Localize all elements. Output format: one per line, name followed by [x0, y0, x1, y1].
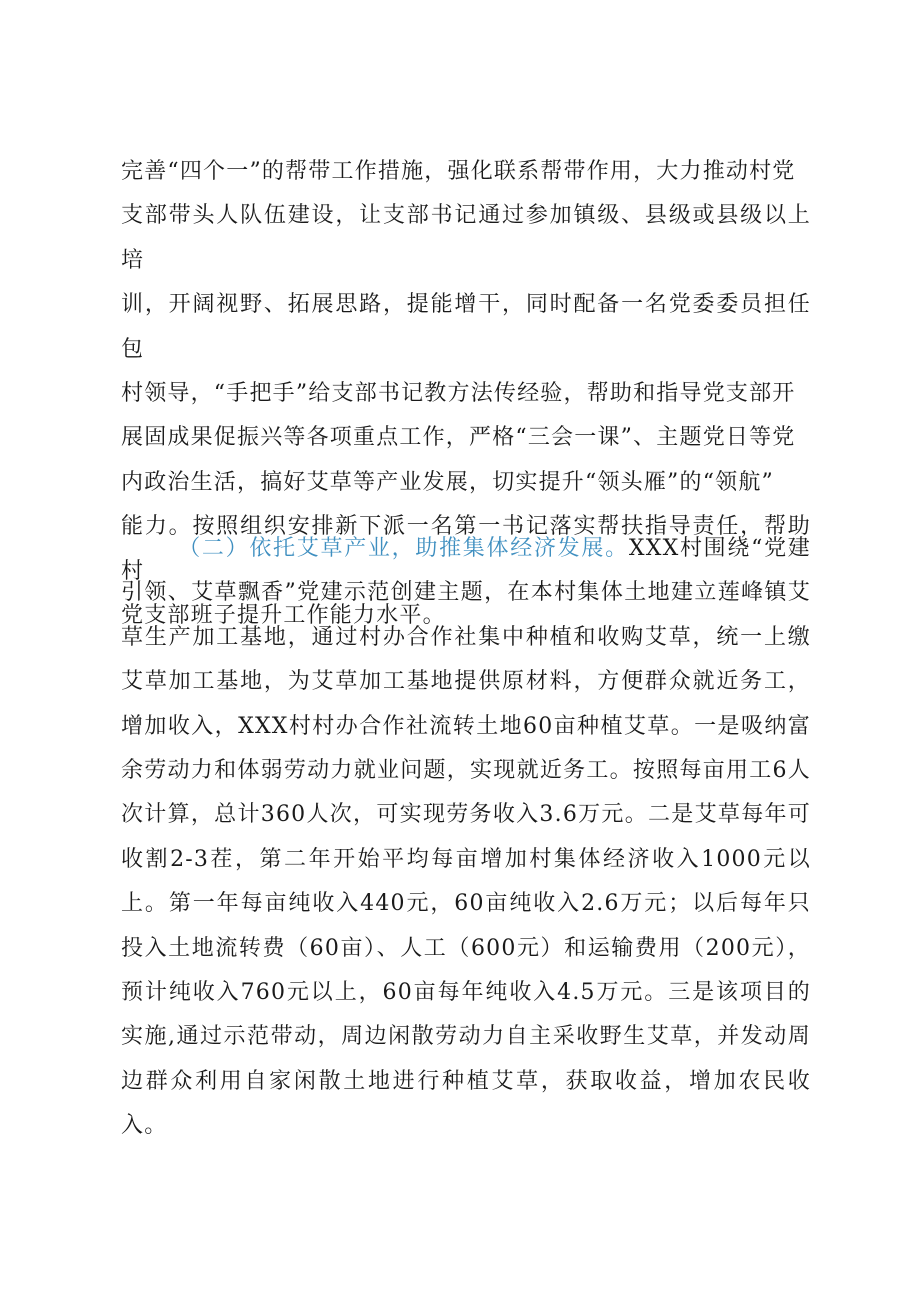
paragraph-1-line: 支部带头人队伍建设，让支部书记通过参加镇级、县级或县级以上培 [121, 203, 811, 273]
paragraph-1-line: 党支部班子提升工作能力水平。 [121, 603, 446, 629]
paragraph-1-line: 完善“四个一”的帮带工作措施，强化联系帮带作用，大力推动村党 [121, 159, 796, 184]
paragraph-1-line: 展固成果促振兴等各项重点工作，严格“三会一课”、主题党日等党 [121, 425, 796, 451]
paragraph-2 [121, 527, 811, 1149]
paragraph-2-body: XXX村围绕“党建引领、艾草飘香”党建示范创建主题，在本村集体土地建立莲峰镇艾草生产加工基地，通过村办合作社集中种植和收购艾草，统一上缴艾草加工基地，为艾草加工基地提供原材料，方便群众就近务工，增加收入，XXX村村办合作社流转土地60亩种植艾草。一是吸纳富余劳动力和体弱劳动力就业问题，实现就近务工。按照每亩用工6人次计算，总计360人次，可实现劳务收入3.6万元。二是艾草每年可收割2-3茬，第二年开始平均每亩增加村集体经济收入1000元以上。第一年每亩纯收入440元，60亩纯收入2.6万元；以后每年只投入土地流转费（60亩）、人工（600元）和运输费用（200元），预计纯收入760元以上，60亩每年纯收入4.5万元。三是该项目的实施,通过示范带动，周边闲散劳动力自主采收野生艾草，并发动周边群众利用自家闲散土地进行种植艾草，获取收益，增加农民收入。 [121, 536, 811, 1139]
paragraph-1-line: 村领导，“手把手”给支部书记教方法传经验，帮助和指导党支部开 [121, 381, 796, 407]
paragraph-1-line: 能力。按照组织安排新下派一名第一书记落实帮扶指导责任，帮助村 [121, 514, 811, 584]
paragraph-1-line: 内政治生活，搞好艾草等产业发展，切实提升“领头雁”的“领航” [121, 469, 774, 495]
paragraph-1-line: 训，开阔视野、拓展思路，提能增干，同时配备一名党委委员担任包 [121, 292, 811, 362]
section-heading: （二）依托艾草产业，助推集体经济发展。 [178, 536, 629, 561]
paragraph-mugwort-industry [121, 527, 811, 1149]
